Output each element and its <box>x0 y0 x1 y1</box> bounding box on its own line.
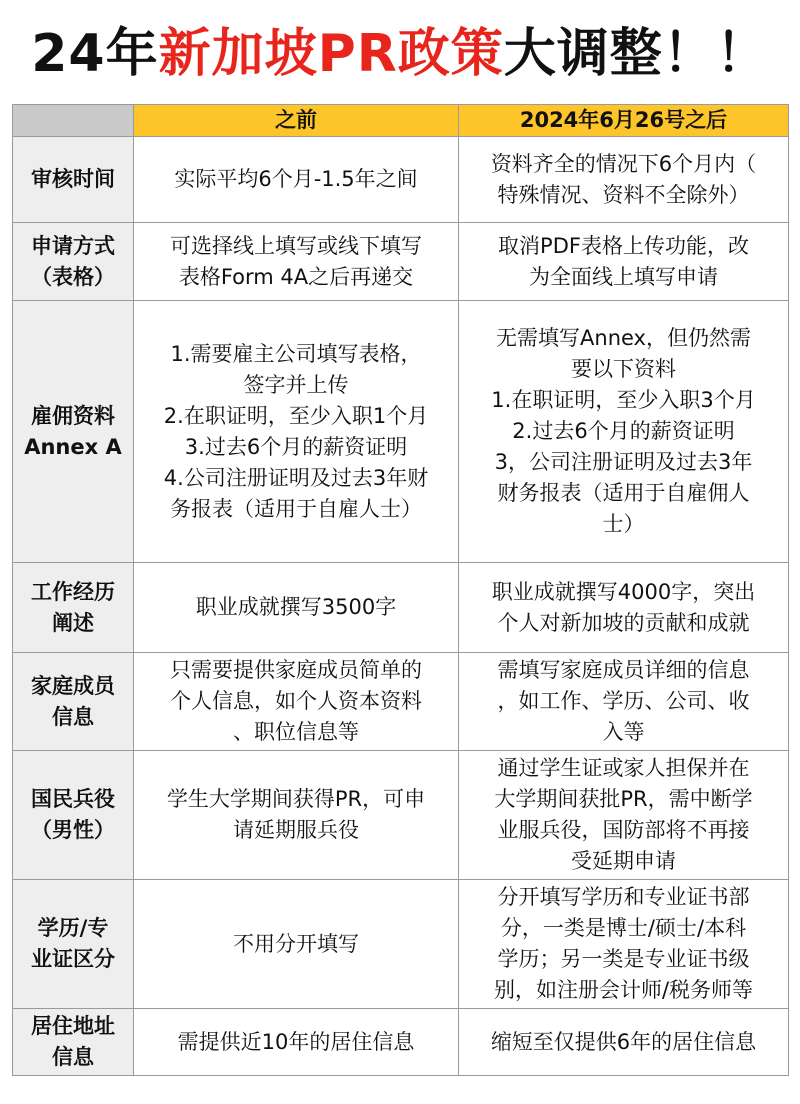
before-cell-line: 4.公司注册证明及过去3年财 <box>163 465 429 490</box>
row-label-cell-line: 工作经历 <box>31 579 115 604</box>
row-label-cell-line: 居住地址 <box>31 1014 115 1038</box>
row-label-cell <box>13 751 134 880</box>
before-cell-line: 实际平均6个月-1.5年之间 <box>174 167 418 191</box>
row-label-cell-line: （男性） <box>31 818 115 842</box>
comparison-table <box>12 104 789 1076</box>
before-cell <box>134 301 459 563</box>
after-cell-line: 分，一类是博士/硕士/本科 <box>500 916 747 940</box>
row-label-cell-line: 信息 <box>52 704 94 729</box>
table-row <box>13 751 789 880</box>
row-label-cell-line: 雇佣资料 <box>31 403 115 428</box>
after-cell-line: 为全面线上填写申请 <box>529 264 718 289</box>
title-part-2: 新加坡PR政策 <box>158 23 504 84</box>
table-row <box>13 137 789 223</box>
after-cell-line: 资料齐全的情况下6个月内（ <box>490 151 757 176</box>
row-label-cell <box>13 880 134 1009</box>
before-cell-line: 职业成就撰写3500字 <box>195 595 397 619</box>
before-cell-line: 、职位信息等 <box>233 720 359 744</box>
before-cell-line: 3.过去6个月的薪资证明 <box>184 434 408 459</box>
table-row <box>13 1009 789 1076</box>
row-label-cell-line: 阐述 <box>52 610 94 635</box>
after-cell-line: 特殊情况、资料不全除外） <box>497 182 750 207</box>
after-cell <box>459 223 789 301</box>
after-cell <box>459 563 789 653</box>
table-row <box>13 653 789 751</box>
after-cell-line: 入等 <box>602 720 645 744</box>
after-cell-line: 学历；另一类是专业证书级 <box>497 947 750 971</box>
before-cell <box>134 880 459 1009</box>
before-cell <box>134 751 459 880</box>
after-cell-line: 大学期间获批PR，需中断学 <box>494 787 753 811</box>
before-cell-line: 需提供近10年的居住信息 <box>177 1029 415 1054</box>
after-cell-line: 要以下资料 <box>571 357 676 381</box>
before-cell <box>134 223 459 301</box>
after-cell <box>459 653 789 751</box>
before-cell-line: 务报表（适用于自雇人士） <box>170 496 422 521</box>
after-cell-line: 分开填写学历和专业证书部 <box>497 885 750 909</box>
header-corner-cell <box>13 105 134 137</box>
before-cell-line: 可选择线上填写或线下填写 <box>170 233 422 258</box>
table-row <box>13 880 789 1009</box>
after-cell-line: 3，公司注册证明及过去3年 <box>494 450 753 474</box>
before-cell-line: 个人信息，如个人资本资料 <box>170 689 422 713</box>
row-label-cell <box>13 223 134 301</box>
after-cell-line: 通过学生证或家人担保并在 <box>497 756 750 780</box>
before-cell <box>134 1009 459 1076</box>
after-cell-line: 财务报表（适用于自雇佣人 <box>497 481 750 505</box>
after-cell-line: 2.过去6个月的薪资证明 <box>512 419 735 443</box>
after-cell <box>459 1009 789 1076</box>
after-cell <box>459 880 789 1009</box>
header-before: 之前 <box>134 105 459 137</box>
after-cell-line: 受延期申请 <box>571 849 676 873</box>
table-row <box>13 223 789 301</box>
table-row <box>13 563 789 653</box>
after-cell-line: 业服兵役，国防部将不再接 <box>497 818 750 842</box>
before-cell-line: 请延期服兵役 <box>233 818 359 842</box>
row-label-cell-line: （表格） <box>31 264 115 289</box>
table-header-row <box>13 105 789 137</box>
row-label-cell <box>13 1009 134 1076</box>
row-label-cell-line: 学历/专 <box>37 916 109 940</box>
row-label-cell-line: 信息 <box>52 1045 94 1069</box>
row-label-cell-line: 申请方式 <box>31 233 115 258</box>
before-cell-line: 不用分开填写 <box>233 931 359 956</box>
after-cell <box>459 751 789 880</box>
after-cell-line: 1.在职证明，至少入职3个月 <box>491 388 756 412</box>
row-label-cell <box>13 137 134 223</box>
after-cell <box>459 301 789 563</box>
row-label-cell-line: 审核时间 <box>31 167 115 191</box>
row-label-cell-line: 业证区分 <box>31 947 115 971</box>
after-cell-line: 职业成就撰写4000字，突出 <box>491 579 756 604</box>
before-cell <box>134 653 459 751</box>
row-label-cell <box>13 563 134 653</box>
row-label-cell <box>13 653 134 751</box>
before-cell <box>134 137 459 223</box>
after-cell-line: 取消PDF表格上传功能，改 <box>498 233 749 258</box>
before-cell <box>134 563 459 653</box>
row-label-cell-line: Annex A <box>24 434 122 459</box>
before-cell-line: 只需要提供家庭成员简单的 <box>170 658 422 682</box>
title-part-1: 24年 <box>31 23 159 84</box>
after-cell-line: ，如工作、学历、公司、收 <box>497 689 750 713</box>
after-cell-line: 别，如注册会计师/税务师等 <box>493 978 754 1002</box>
after-cell-line: 个人对新加坡的贡献和成就 <box>497 610 750 635</box>
before-cell-line: 签字并上传 <box>243 372 349 397</box>
before-cell-line: 学生大学期间获得PR，可申 <box>166 787 426 811</box>
before-cell-line: 表格Form 4A之后再递交 <box>178 264 414 289</box>
table-row <box>13 301 789 563</box>
header-after: 2024年6月26号之后 <box>459 105 789 137</box>
before-cell-line: 1.需要雇主公司填写表格， <box>170 341 422 366</box>
title-part-3: 大调整！！ <box>503 23 769 84</box>
row-label-cell <box>13 301 134 563</box>
after-cell-line: 缩短至仅提供6年的居住信息 <box>490 1029 757 1054</box>
row-label-cell-line: 家庭成员 <box>31 673 115 698</box>
after-cell <box>459 137 789 223</box>
after-cell-line: 需填写家庭成员详细的信息 <box>497 658 750 682</box>
row-label-cell-line: 国民兵役 <box>31 787 115 811</box>
before-cell-line: 2.在职证明，至少入职1个月 <box>163 403 429 428</box>
after-cell-line: 无需填写Annex，但仍然需 <box>496 326 751 350</box>
after-cell-line: 士） <box>602 512 645 536</box>
page-title <box>0 0 800 96</box>
